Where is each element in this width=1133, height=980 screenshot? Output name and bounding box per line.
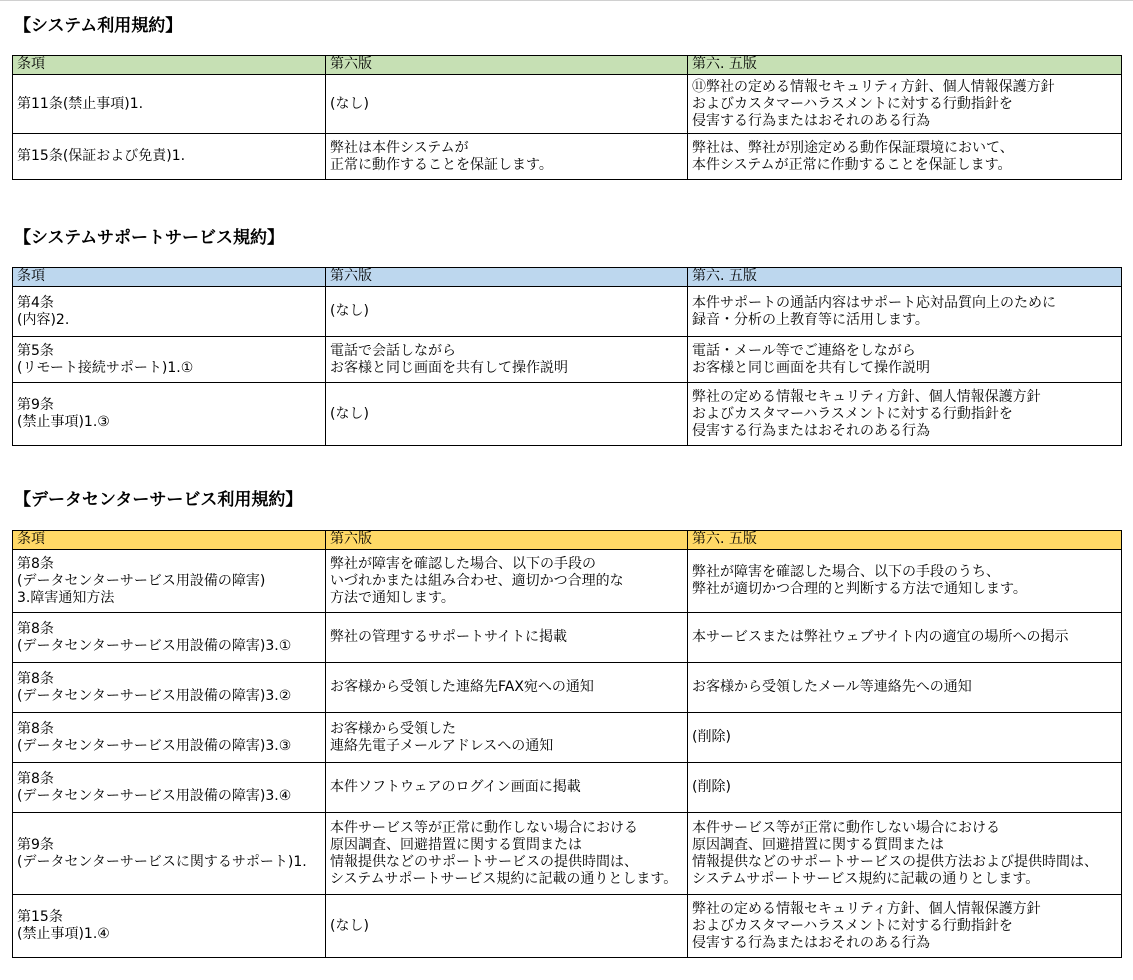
new-text-cell: 弊社の定める情報セキュリティ方針、個人情報保護方針 およびカスタマーハラスメントに対する行動指針を 侵害する行為またはおそれのある行為	[688, 383, 1122, 446]
clause-cell: 第8条 (データセンターサービス用設備の障害)3.④	[13, 763, 326, 813]
header-clause: 条項	[13, 268, 326, 287]
table-header-row	[13, 56, 1122, 75]
old-text-cell: 本件サービス等が正常に動作しない場合における 原因調査、回避措置に関する質問または 情報提供などのサポートサービスの提供時間は、 システムサポートサービス規約に記載の通りとします。	[326, 813, 688, 895]
header-clause: 条項	[13, 56, 326, 75]
table-row	[13, 663, 1122, 713]
table-row	[13, 613, 1122, 663]
header-sixth-point-five-edition: 第六. 五版	[688, 268, 1122, 287]
table-row	[13, 763, 1122, 813]
table-row	[13, 134, 1122, 180]
header-sixth-edition: 第六版	[326, 531, 688, 550]
table-row	[13, 337, 1122, 383]
old-text-cell: (なし)	[326, 383, 688, 446]
table-row	[13, 75, 1122, 134]
section-title-system-terms: 【システム利用規約】	[14, 16, 183, 36]
new-text-cell: 電話・メール等でご連絡をしながら お客様と同じ画面を共有して操作説明	[688, 337, 1122, 383]
old-text-cell: 弊社は本件システムが 正常に動作することを保証します。	[326, 134, 688, 180]
old-text-cell: お客様から受領した連絡先FAX宛への通知	[326, 663, 688, 713]
table-row	[13, 713, 1122, 763]
new-text-cell: (削除)	[688, 763, 1122, 813]
terms-table-system	[12, 55, 1122, 180]
old-text-cell: お客様から受領した 連絡先電子メールアドレスへの通知	[326, 713, 688, 763]
old-text-cell: (なし)	[326, 75, 688, 134]
terms-table-datacenter	[12, 530, 1122, 958]
table-header-row	[13, 268, 1122, 287]
clause-cell: 第4条 (内容)2.	[13, 287, 326, 337]
old-text-cell: 本件ソフトウェアのログイン画面に掲載	[326, 763, 688, 813]
new-text-cell: 本件サービス等が正常に動作しない場合における 原因調査、回避措置に関する質問または 情報提供などのサポートサービスの提供方法および提供時間は、 システムサポートサービス規約に記載の通りとします。	[688, 813, 1122, 895]
clause-cell: 第8条 (データセンターサービス用設備の障害)3.③	[13, 713, 326, 763]
new-text-cell: お客様から受領したメール等連絡先への通知	[688, 663, 1122, 713]
old-text-cell: 弊社の管理するサポートサイトに掲載	[326, 613, 688, 663]
header-sixth-edition: 第六版	[326, 56, 688, 75]
old-text-cell: (なし)	[326, 287, 688, 337]
table-row	[13, 813, 1122, 895]
clause-cell: 第8条 (データセンターサービス用設備の障害)3.①	[13, 613, 326, 663]
terms-table-support	[12, 267, 1122, 446]
top-border	[0, 0, 1133, 1]
new-text-cell: 弊社が障害を確認した場合、以下の手段のうち、 弊社が適切かつ合理的と判断する方法で通知します。	[688, 550, 1122, 613]
clause-cell: 第9条 (禁止事項)1.③	[13, 383, 326, 446]
new-text-cell: 本件サポートの通話内容はサポート応対品質向上のために 録音・分析の上教育等に活用します。	[688, 287, 1122, 337]
new-text-cell: (削除)	[688, 713, 1122, 763]
new-text-cell: ⑪弊社の定める情報セキュリティ方針、個人情報保護方針 およびカスタマーハラスメントに対する行動指針を 侵害する行為またはおそれのある行為	[688, 75, 1122, 134]
table-row	[13, 550, 1122, 613]
new-text-cell: 本サービスまたは弊社ウェブサイト内の適宜の場所への掲示	[688, 613, 1122, 663]
clause-cell: 第15条 (禁止事項)1.④	[13, 895, 326, 958]
section-title-support-terms: 【システムサポートサービス規約】	[14, 228, 284, 248]
table-row	[13, 287, 1122, 337]
clause-cell: 第15条(保証および免責)1.	[13, 134, 326, 180]
new-text-cell: 弊社は、弊社が別途定める動作保証環境において、 本件システムが正常に作動することを保証します。	[688, 134, 1122, 180]
header-sixth-point-five-edition: 第六. 五版	[688, 531, 1122, 550]
old-text-cell: 弊社が障害を確認した場合、以下の手段の いづれかまたは組み合わせ、適切かつ合理的な 方法で通知します。	[326, 550, 688, 613]
clause-cell: 第11条(禁止事項)1.	[13, 75, 326, 134]
table-header-row	[13, 531, 1122, 550]
header-sixth-point-five-edition: 第六. 五版	[688, 56, 1122, 75]
section-title-datacenter-terms: 【データセンターサービス利用規約】	[14, 490, 303, 510]
old-text-cell: 電話で会話しながら お客様と同じ画面を共有して操作説明	[326, 337, 688, 383]
clause-cell: 第8条 (データセンターサービス用設備の障害) 3.障害通知方法	[13, 550, 326, 613]
clause-cell: 第9条 (データセンターサービスに関するサポート)1.	[13, 813, 326, 895]
clause-cell: 第5条 (リモート接続サポート)1.①	[13, 337, 326, 383]
old-text-cell: (なし)	[326, 895, 688, 958]
new-text-cell: 弊社の定める情報セキュリティ方針、個人情報保護方針 およびカスタマーハラスメントに対する行動指針を 侵害する行為またはおそれのある行為	[688, 895, 1122, 958]
table-row	[13, 383, 1122, 446]
header-clause: 条項	[13, 531, 326, 550]
clause-cell: 第8条 (データセンターサービス用設備の障害)3.②	[13, 663, 326, 713]
table-row	[13, 895, 1122, 958]
header-sixth-edition: 第六版	[326, 268, 688, 287]
